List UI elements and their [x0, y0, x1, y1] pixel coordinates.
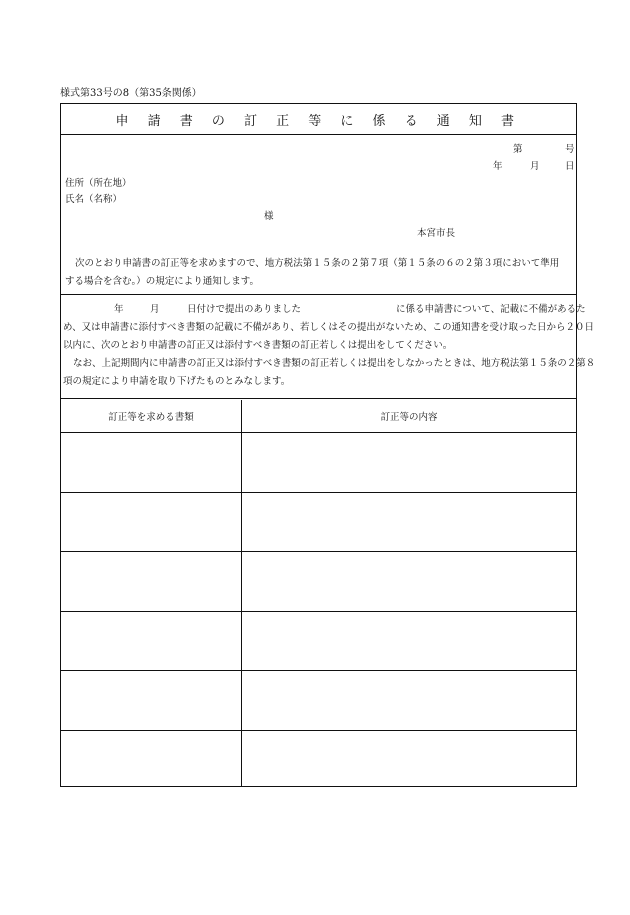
notice-year-label: 年: [114, 304, 124, 315]
notice-line-4: なお、上記期間内に申請書の訂正又は添付すべき書類の訂正若しくは提出をしなかったときは、地方税法第１５条の２第８: [73, 358, 596, 369]
table-row: [61, 612, 576, 672]
name-label: 氏名（名称）: [65, 194, 123, 205]
document-title: 申 請 書 の 訂 正 等 に 係 る 通 知 書: [115, 113, 522, 129]
document-cell[interactable]: [61, 433, 241, 492]
address-label: 住所（所在地）: [65, 178, 132, 189]
intro-paragraph: [65, 255, 572, 290]
intro-line-1: 次のとおり申請書の訂正等を求めますので、地方税法第１５条の２第７項（第１５条の６の２第３項において準用: [75, 258, 560, 269]
table-row: [61, 493, 576, 553]
document-cell[interactable]: [61, 731, 241, 787]
date-day-label: 日: [565, 161, 575, 172]
notice-paragraph: [63, 301, 596, 391]
column-header-document: 訂正等を求める書類: [61, 400, 242, 432]
notice-submitted-text: 日付けで提出のありました: [187, 304, 302, 315]
document-cell[interactable]: [61, 552, 241, 611]
notice-line-3: 以内に、次のとおり申請書の訂正又は添付すべき書類の訂正若しくは提出をしてください。: [63, 340, 453, 351]
table-row: [61, 731, 576, 787]
issuer-label: 本宮市長: [417, 228, 456, 239]
recipient-honorific: 様: [264, 211, 274, 222]
content-cell[interactable]: [241, 731, 576, 787]
correction-table: [61, 400, 576, 786]
content-cell[interactable]: [241, 612, 576, 671]
date-month-label: 月: [530, 161, 540, 172]
content-cell[interactable]: [241, 433, 576, 492]
notice-form: [60, 103, 596, 787]
table-header: [61, 400, 576, 433]
notice-line-2: め、又は申請書に添付すべき書類の記載に不備があり、若しくはその提出がないため、この通知書を受け取った日から２０日: [63, 322, 595, 333]
table-row: [61, 433, 576, 493]
column-header-content: 訂正等の内容: [380, 412, 438, 423]
notice-line-1: [63, 301, 586, 319]
document-cell[interactable]: [61, 612, 241, 671]
title-row: [61, 104, 576, 135]
notice-deficiency-text: に係る申請書について、記載に不備があるた: [396, 304, 586, 315]
date-year-label: 年: [493, 161, 503, 172]
intro-line-2: する場合を含む。）の規定により通知します。: [65, 275, 259, 287]
section-divider: [61, 294, 576, 295]
document-cell[interactable]: [61, 671, 241, 730]
content-cell[interactable]: [241, 671, 576, 730]
form-number: 様式第33号の8（第35条関係）: [60, 88, 202, 99]
number-dai-label: 第: [513, 144, 523, 155]
table-row: [61, 671, 576, 731]
notice-month-label: 月: [150, 304, 160, 315]
document-cell[interactable]: [61, 493, 241, 552]
notice-line-5: 項の規定により申請を取り下げたものとみなします。: [63, 376, 291, 387]
table-row: [61, 552, 576, 612]
number-gou-label: 号: [565, 144, 575, 155]
content-cell[interactable]: [241, 552, 576, 611]
table-top-divider: [61, 398, 576, 399]
content-cell[interactable]: [241, 493, 576, 552]
